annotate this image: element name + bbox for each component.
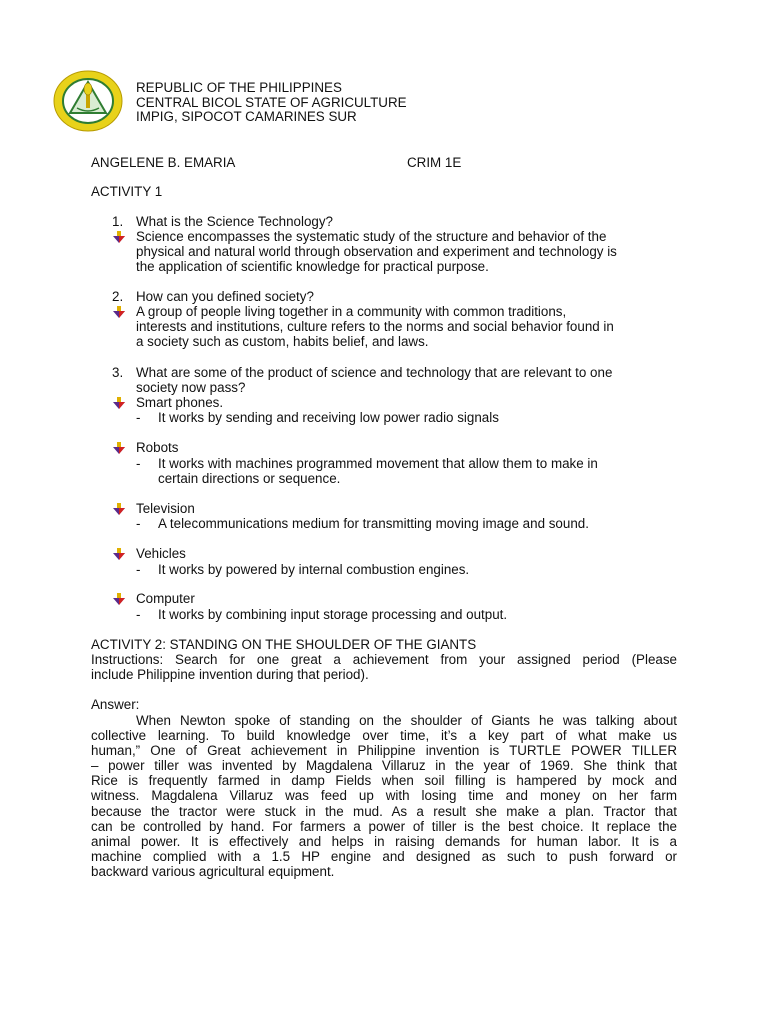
- essay-line: witness. Magdalena Villaruz was feed up with losing time and money on her farm: [91, 788, 677, 803]
- arrow-bullet-icon: [112, 592, 126, 606]
- question-number: 1.: [112, 214, 124, 229]
- product-description: It works by sending and receiving low power radio signals: [158, 410, 499, 425]
- question-number: 3.: [112, 365, 124, 380]
- answer-line: physical and natural world through observation and experiment and technology is: [136, 244, 617, 259]
- arrow-bullet-icon: [112, 502, 126, 516]
- activity2-title: ACTIVITY 2: STANDING ON THE SHOULDER OF THE GIANTS: [91, 637, 477, 652]
- essay-line: backward various agricultural equipment.: [91, 864, 335, 879]
- dash-marker: -: [136, 562, 141, 577]
- product-name: Robots: [136, 440, 179, 455]
- product-name: Smart phones.: [136, 395, 224, 410]
- essay-line: Rice is frequently farmed in damp Fields when soil filling is hampered by mock and: [91, 773, 677, 788]
- activity1-title: ACTIVITY 1: [91, 184, 163, 199]
- student-name: ANGELENE B. EMARIA: [91, 155, 236, 170]
- product-name: Computer: [136, 591, 195, 606]
- essay-line: human,” One of Great achievement in Philippine invention is TURTLE POWER TILLER: [91, 743, 677, 758]
- dash-marker: -: [136, 456, 141, 471]
- answer-line: the application of scientific knowledge for practical purpose.: [136, 259, 489, 274]
- product-name: Television: [136, 501, 195, 516]
- question-text: How can you defined society?: [136, 289, 314, 304]
- header-address: IMPIG, SIPOCOT CAMARINES SUR: [136, 109, 357, 124]
- instruction-line: include Philippine invention during that period).: [91, 667, 369, 682]
- product-description: It works by combining input storage processing and output.: [158, 607, 508, 622]
- question-text: What is the Science Technology?: [136, 214, 334, 229]
- header-university: CENTRAL BICOL STATE OF AGRICULTURE: [136, 95, 407, 110]
- answer-line: interests and institutions, culture refers to the norms and social behavior found in: [136, 319, 614, 334]
- essay-line: – power tiller was invented by Magdalena Villaruz in the year of 1969. She think that: [91, 758, 677, 773]
- answer-line: Science encompasses the systematic study of the structure and behavior of the: [136, 229, 607, 244]
- university-seal-logo: [53, 70, 123, 132]
- essay-line: because the tractor were stuck in the mud. As a result she make a plan. Tractor that: [91, 804, 677, 819]
- product-description: certain directions or sequence.: [158, 471, 341, 486]
- essay-line: can be controlled by hand. For farmers a power of tiller is the best choice. It replace the: [91, 819, 677, 834]
- answer-label: Answer:: [91, 697, 140, 712]
- essay-line: animal power. It is effectively and helps in raising demands for human labor. It is a: [91, 834, 677, 849]
- essay-line: machine complied with a 1.5 HP engine and designed as such to push forward or: [91, 849, 677, 864]
- product-description: A telecommunications medium for transmitting moving image and sound.: [158, 516, 589, 531]
- answer-line: A group of people living together in a community with common traditions,: [136, 304, 567, 319]
- header-republic: REPUBLIC OF THE PHILIPPINES: [136, 80, 342, 95]
- arrow-bullet-icon: [112, 396, 126, 410]
- product-description: It works by powered by internal combustion engines.: [158, 562, 470, 577]
- arrow-bullet-icon: [112, 305, 126, 319]
- dash-marker: -: [136, 607, 141, 622]
- arrow-bullet-icon: [112, 547, 126, 561]
- question-text: society now pass?: [136, 380, 246, 395]
- product-name: Vehicles: [136, 546, 186, 561]
- dash-marker: -: [136, 410, 141, 425]
- essay-line: collective learning. To build knowledge over time, it’s a key part of what make us: [91, 728, 677, 743]
- student-section: CRIM 1E: [407, 155, 462, 170]
- dash-marker: -: [136, 516, 141, 531]
- product-description: It works with machines programmed movement that allow them to make in: [158, 456, 598, 471]
- arrow-bullet-icon: [112, 441, 126, 455]
- question-text: What are some of the product of science and technology that are relevant to one: [136, 365, 613, 380]
- answer-line: a society such as custom, habits belief, and laws.: [136, 334, 429, 349]
- arrow-bullet-icon: [112, 230, 126, 244]
- instruction-line: Instructions: Search for one great a achievement from your assigned period (Please: [91, 652, 677, 667]
- essay-line: When Newton spoke of standing on the shoulder of Giants he was talking about: [136, 713, 677, 728]
- question-number: 2.: [112, 289, 124, 304]
